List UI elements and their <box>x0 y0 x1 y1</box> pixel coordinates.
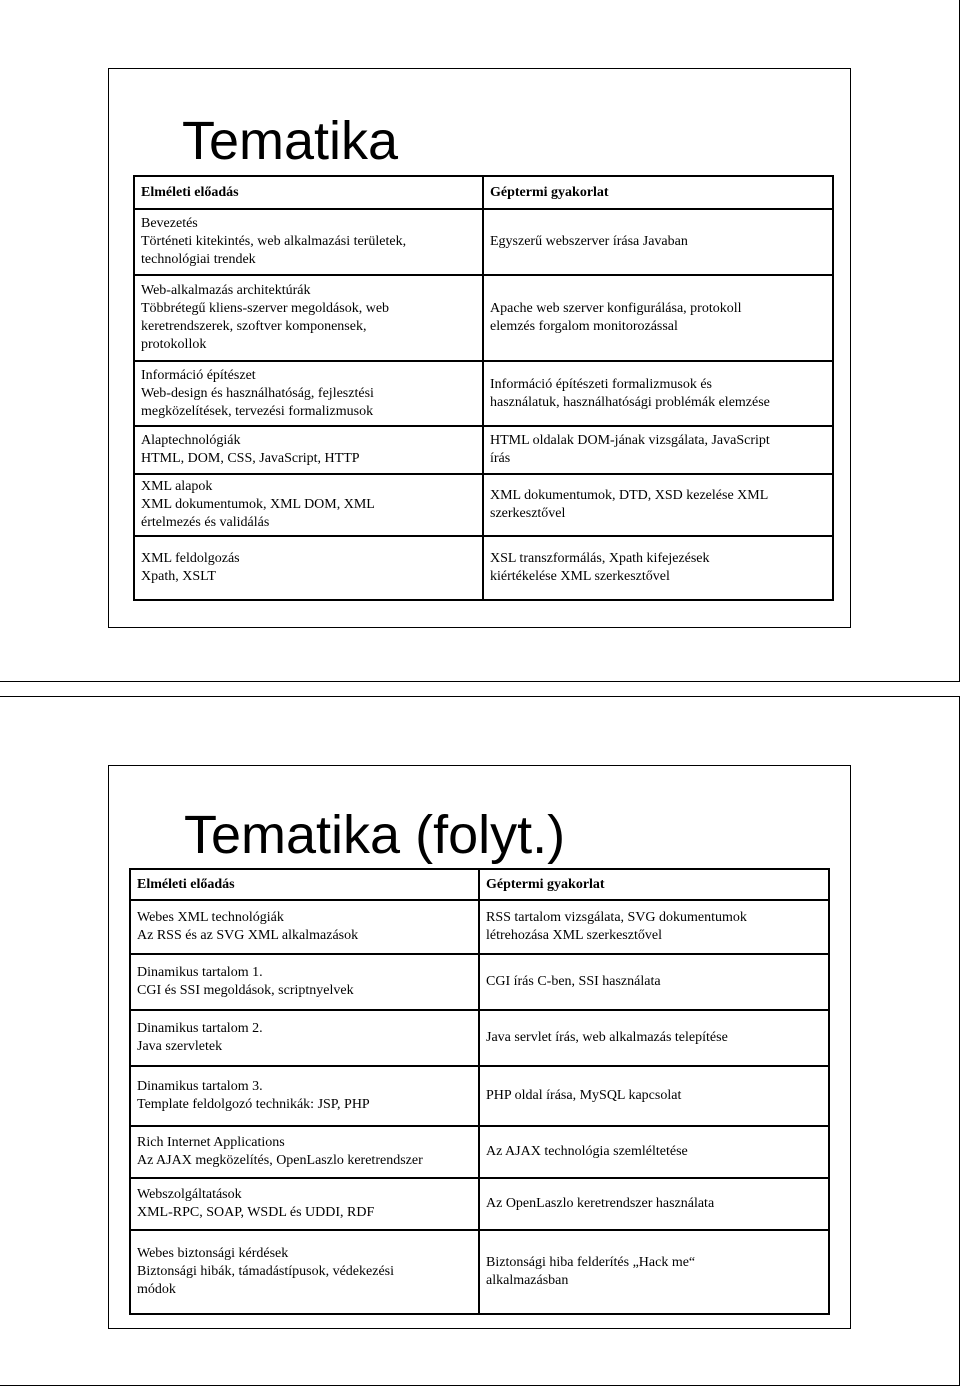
cell-text-line: XML alapok <box>141 479 213 494</box>
cell-text-line: Információ építészet <box>141 367 256 383</box>
cell-text-line: Template feldolgozó technikák: JSP, PHP <box>137 1097 370 1112</box>
cell-text-line: szerkesztővel <box>490 506 566 521</box>
cell-text-line: Az RSS és az SVG XML alkalmazások <box>137 928 359 943</box>
table-row <box>130 1066 829 1126</box>
lecture-cell <box>130 1066 479 1126</box>
cell-text-line: Web-alkalmazás architektúrák <box>141 283 311 298</box>
lab-cell <box>479 1230 829 1314</box>
cell-text-line: írás <box>490 451 511 466</box>
header-lecture: Elméleti előadás <box>130 869 479 900</box>
lecture-cell <box>130 900 479 954</box>
table-row <box>130 954 829 1010</box>
cell-text-line: XML feldolgozás <box>141 551 240 566</box>
lab-cell <box>483 536 833 600</box>
table-row <box>130 1178 829 1230</box>
slide-1-title: Tematika <box>182 111 399 171</box>
lecture-cell <box>134 275 483 361</box>
cell-text-line: módok <box>137 1282 176 1297</box>
table-row <box>130 900 829 954</box>
cell-text-line: Történeti kitekintés, web alkalmazási területek, <box>141 234 407 249</box>
cell-text-line: Biztonsági hiba felderítés „Hack me“ <box>486 1255 696 1270</box>
cell-text-line: Rich Internet Applications <box>137 1135 285 1150</box>
lecture-cell <box>134 474 483 536</box>
cell-text-line: Az AJAX megközelítés, OpenLaszlo keretrendszer <box>137 1153 423 1168</box>
lecture-cell <box>130 1230 479 1314</box>
cell-text-line: HTML oldalak DOM-jának vizsgálata, JavaScript <box>490 433 770 448</box>
lecture-cell <box>130 1178 479 1230</box>
cell-text-line: Web-design és használhatóság, fejlesztési <box>141 385 374 401</box>
table-row <box>134 275 833 361</box>
cell-text-line: Alaptechnológiák <box>141 433 241 448</box>
lecture-cell <box>134 361 483 426</box>
cell-text-line: XML dokumentumok, XML DOM, XML <box>141 497 375 512</box>
cell-text-line: protokollok <box>141 337 207 352</box>
table-row <box>134 536 833 600</box>
lecture-cell <box>134 426 483 474</box>
cell-text-line: megközelítések, tervezési formalizmusok <box>141 403 374 419</box>
cell-text-line: Apache web szerver konfigurálása, protokoll <box>490 301 742 316</box>
cell-text-line: keretrendszerek, szoftver komponensek, <box>141 319 367 334</box>
lecture-cell <box>134 209 483 275</box>
cell-text-line: Egyszerű webszerver írása Javaban <box>490 234 688 249</box>
cell-text-line: XML-RPC, SOAP, WSDL és UDDI, RDF <box>137 1205 375 1220</box>
cell-text-line: Dinamikus tartalom 1. <box>137 965 263 980</box>
cell-text-line: HTML, DOM, CSS, JavaScript, HTTP <box>141 451 360 466</box>
cell-text-line: Webszolgáltatások <box>137 1187 242 1202</box>
lab-cell <box>479 1178 829 1230</box>
cell-text-line: RSS tartalom vizsgálata, SVG dokumentumok <box>486 910 747 925</box>
cell-text-line: Java servlet írás, web alkalmazás telepítése <box>486 1030 728 1045</box>
table-row <box>134 474 833 536</box>
table-header-row <box>130 869 829 900</box>
lab-cell <box>483 426 833 474</box>
cell-text-line: XML dokumentumok, DTD, XSD kezelése XML <box>490 488 769 503</box>
lab-cell <box>483 209 833 275</box>
lab-cell <box>479 900 829 954</box>
cell-text-line: Az OpenLaszlo keretrendszer használata <box>486 1196 715 1211</box>
lecture-cell <box>130 1010 479 1066</box>
table-row <box>130 1010 829 1066</box>
table-row <box>134 361 833 426</box>
lab-cell <box>479 1010 829 1066</box>
cell-text-line: elemzés forgalom monitorozással <box>490 319 678 334</box>
cell-text-line: Bevezetés <box>141 216 198 231</box>
header-lecture: Elméleti előadás <box>134 176 483 209</box>
lab-cell <box>479 954 829 1010</box>
cell-text-line: Webes biztonsági kérdések <box>137 1246 289 1261</box>
cell-text-line: Dinamikus tartalom 3. <box>137 1079 263 1094</box>
cell-text-line: használatuk, használhatósági problémák elemzése <box>490 394 770 410</box>
lab-cell <box>479 1126 829 1178</box>
cell-text-line: Java szervletek <box>137 1039 223 1054</box>
lab-cell <box>483 275 833 361</box>
lecture-cell <box>134 536 483 600</box>
cell-text-line: Xpath, XSLT <box>141 569 216 584</box>
cell-text-line: értelmezés és validálás <box>141 515 270 530</box>
lab-cell <box>483 361 833 426</box>
syllabus-table-1 <box>133 175 834 601</box>
slide-2-title: Tematika (folyt.) <box>184 805 566 865</box>
header-lab: Géptermi gyakorlat <box>479 869 829 900</box>
cell-text-line: Dinamikus tartalom 2. <box>137 1021 263 1036</box>
table-row <box>130 1126 829 1178</box>
lab-cell <box>479 1066 829 1126</box>
table-row <box>130 1230 829 1314</box>
table-row <box>134 426 833 474</box>
cell-text-line: alkalmazásban <box>486 1273 569 1288</box>
lab-cell <box>483 474 833 536</box>
cell-text-line: Információ építészeti formalizmusok és <box>490 376 712 392</box>
table-row <box>134 209 833 275</box>
cell-text-line: kiértékelése XML szerkesztővel <box>490 569 670 584</box>
cell-text-line: PHP oldal írása, MySQL kapcsolat <box>486 1088 682 1103</box>
cell-text-line: XSL transzformálás, Xpath kifejezések <box>490 551 710 566</box>
cell-text-line: Webes XML technológiák <box>137 910 284 925</box>
syllabus-table-2 <box>129 868 830 1315</box>
lecture-cell <box>130 1126 479 1178</box>
cell-text-line: Biztonsági hibák, támadástípusok, védekezési <box>137 1264 394 1279</box>
cell-text-line: CGI és SSI megoldások, scriptnyelvek <box>137 983 354 998</box>
cell-text-line: technológiai trendek <box>141 252 256 267</box>
cell-text-line: Az AJAX technológia szemléltetése <box>486 1144 688 1159</box>
lecture-cell <box>130 954 479 1010</box>
cell-text-line: Többrétegű kliens-szerver megoldások, web <box>141 301 390 316</box>
table-header-row <box>134 176 833 209</box>
header-lab: Géptermi gyakorlat <box>483 176 833 209</box>
cell-text-line: CGI írás C-ben, SSI használata <box>486 974 661 989</box>
cell-text-line: létrehozása XML szerkesztővel <box>486 928 662 943</box>
